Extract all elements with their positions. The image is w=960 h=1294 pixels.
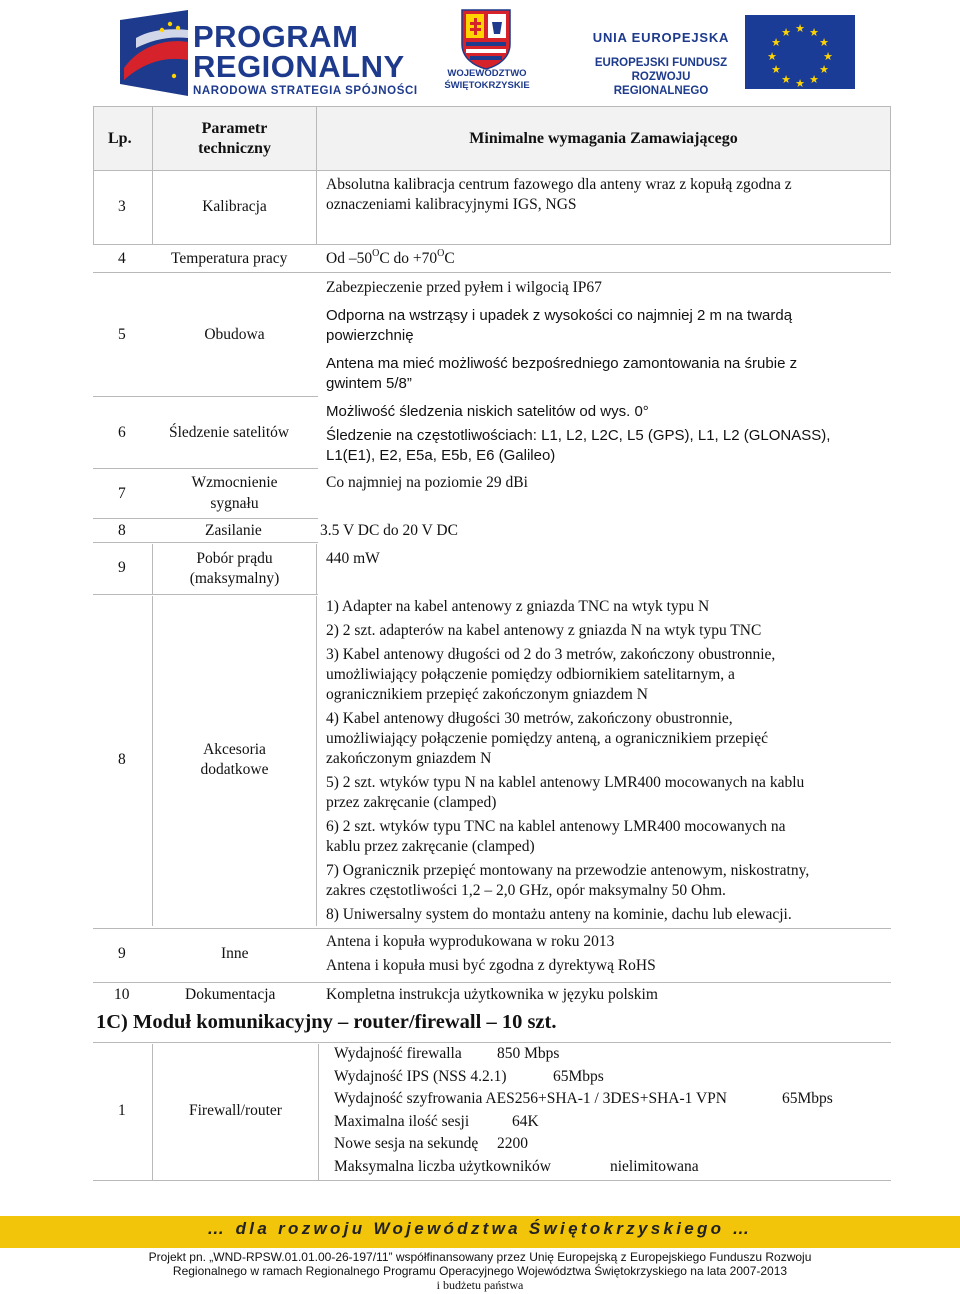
row9-param-line2: (maksymalny): [189, 570, 280, 587]
accessory-line: umożliwiający połączenie pomiędzy odbiornikiem satelitarnym, a: [326, 666, 735, 683]
row6-param: Śledzenie satelitów: [169, 424, 290, 441]
row5-req1: Zabezpieczenie przed pyłem i wilgocią IP67: [326, 279, 602, 296]
row8-param: Zasilanie: [205, 522, 262, 539]
footer-line2: Regionalnego w ramach Regionalnego Programu Operacyjnego Województwa Świętokrzyskiego na lata 2007-2013: [172, 1264, 788, 1278]
row7-num: 7: [118, 485, 126, 502]
row5-req2-line1: Odporna na wstrząsy i upadek z wysokości co najmniej 2 m na twardą: [326, 307, 793, 324]
row5-req3-line2: gwintem 5/8”: [326, 375, 412, 392]
row10-num: 10: [114, 986, 130, 1003]
row6-req2-line2: L1(E1), E2, E5a, E5b, E6 (Galileo): [326, 447, 556, 464]
accessory-line: 3) Kabel antenowy długości od 2 do 3 metrów, zakończony obustronnie,: [326, 646, 776, 663]
accessory-line: 8) Uniwersalny system do montażu anteny na kominie, dachu lub elewacji.: [326, 906, 792, 923]
spec-label: Wydajność szyfrowania AES256+SHA-1 / 3DES+SHA-1 VPN: [334, 1090, 727, 1107]
program-line1: PROGRAM: [193, 19, 359, 54]
row10-param: Dokumentacja: [185, 986, 276, 1003]
accessory-line: 5) 2 szt. wtyków typu N na kablel antenowy LMR400 mocowanych na kablu: [326, 774, 805, 791]
svg-text:★: ★: [819, 63, 829, 76]
program-line2: REGIONALNY: [193, 49, 405, 84]
footer-line1: Projekt pn. „WND-RPSW.01.01.00-26-197/11” współfinansowany przez Unię Europejską z Europejskiego Funduszu Rozwoju: [148, 1250, 812, 1264]
row8b-param-line1: Akcesoria: [203, 741, 266, 758]
accessory-line: kablu przez zakręcanie (clamped): [326, 838, 535, 855]
section1c-num: 1: [118, 1102, 126, 1119]
row9b-param: Inne: [221, 945, 249, 962]
eu-line1: UNIA EUROPEJSKA: [592, 30, 730, 45]
page-header: [0, 0, 960, 105]
row5-num: 5: [118, 326, 126, 343]
voivodeship-line2: ŚWIĘTOKRZYSKIE: [444, 80, 530, 91]
spec-value: 65Mbps: [553, 1068, 604, 1085]
eu-line2: EUROPEJSKI FUNDUSZ: [594, 57, 728, 69]
svg-text:★: ★: [771, 36, 781, 49]
row8b-num: 8: [118, 751, 126, 768]
accessory-line: 2) 2 szt. adapterów na kabel antenowy z gniazda N na wtyk typu TNC: [326, 622, 762, 639]
row8b-param-line2: dodatkowe: [200, 761, 269, 778]
row7-param-line2: sygnału: [210, 495, 259, 512]
row6-req2-line1: Śledzenie na częstotliwościach: L1, L2, L2C, L5 (GPS), L1, L2 (GLONASS),: [326, 427, 831, 444]
voivodeship-line1: WOJEWÓDZTWO: [447, 68, 527, 79]
row9-param-line1: Pobór prądu: [196, 550, 273, 567]
col-header-parameter-line1: Parametr: [201, 120, 268, 137]
row8-num: 8: [118, 522, 126, 539]
spec-label: Nowe sesja na sekundę: [334, 1135, 479, 1152]
row7-param-line1: Wzmocnienie: [191, 474, 278, 491]
col-header-requirements: Minimalne wymagania Zamawiającego: [469, 130, 738, 147]
svg-text:★: ★: [795, 22, 805, 35]
row3-param: Kalibracja: [202, 198, 267, 215]
footer-line3: i budżetu państwa: [436, 1278, 524, 1292]
spec-label: Wydajność firewalla: [334, 1045, 462, 1062]
svg-text:★: ★: [781, 26, 791, 39]
row3-req-line2: oznaczeniami kalibracyjnymi IGS, NGS: [326, 196, 577, 213]
row4-req: Od $-50^OC$ do $+70^OC$: [326, 248, 455, 267]
program-line3: NARODOWA STRATEGIA SPÓJNOŚCI: [193, 85, 418, 97]
row7-req: Co najmniej na poziomie 29 dBi: [326, 474, 528, 491]
accessory-line: 4) Kabel antenowy długości 30 metrów, zakończony obustronnie,: [326, 710, 733, 727]
eu-wordmark: [588, 30, 734, 98]
svg-text:★: ★: [767, 50, 777, 63]
svg-text:★: ★: [771, 63, 781, 76]
row3-num: 3: [118, 198, 126, 215]
spec-value: nielimitowana: [610, 1158, 699, 1175]
section-1c-title: 1C) Moduł komunikacyjny – router/firewall – 10 szt.: [96, 1011, 557, 1033]
row6-req1: Możliwość śledzenia niskich satelitów od wys. 0°: [326, 403, 649, 420]
row4-num: 4: [118, 250, 126, 267]
program-regionalny-wordmark: [193, 19, 418, 98]
spec-label: Maximalna ilość sesji: [334, 1113, 470, 1130]
spec-value: 2200: [497, 1135, 528, 1152]
accessory-line: przez zakręcanie (clamped): [326, 794, 497, 811]
swietokrzyskie-crest-icon: [460, 8, 512, 70]
row5-param: Obudowa: [204, 326, 265, 343]
accessory-line: zakończonym gniazdem N: [326, 750, 492, 767]
spec-value: 65Mbps: [782, 1090, 833, 1107]
row5-req3-line1: Antena ma mieć możliwość bezpośredniego zamontowania na śrubie z: [326, 355, 798, 372]
accessory-line: 6) 2 szt. wtyków typu TNC na kablel antenowy LMR400 mocowanych na: [326, 818, 786, 835]
row9b-req2: Antena i kopuła musi być zgodna z dyrektywą RoHS: [326, 957, 656, 974]
row9b-req1: Antena i kopuła wyprodukowana w roku 2013: [326, 933, 615, 950]
svg-text:★: ★: [795, 77, 805, 89]
footer-slogan: … dla rozwoju Województwa Świętokrzyskiego …: [207, 1219, 753, 1238]
col-header-parameter-line2: techniczny: [198, 140, 271, 157]
svg-text:★: ★: [809, 73, 819, 86]
row8-req: 3.5 V DC do 20 V DC: [320, 522, 458, 539]
spec-value: 64K: [512, 1113, 539, 1130]
row3-req-line1: Absolutna kalibracja centrum fazowego dla anteny wraz z kopułą zgodna z: [326, 176, 792, 193]
svg-text:★: ★: [781, 73, 791, 86]
voivodeship-wordmark: [432, 68, 542, 92]
row9-num: 9: [118, 559, 126, 576]
eu-flag-icon: [745, 15, 855, 89]
accessory-line: 7) Ogranicznik przepięć montowany na przewodzie antenowym, niskostratny,: [326, 862, 810, 879]
svg-text:★: ★: [809, 26, 819, 39]
accessory-line: ogranicznikiem przepięć zakończonym gniazdem N: [326, 686, 648, 703]
spec-label: Maksymalna liczba użytkowników: [334, 1158, 551, 1175]
row4-param: Temperatura pracy: [171, 250, 288, 267]
row5-req2-line2: powierzchnię: [326, 327, 414, 344]
accessory-line: umożliwiający połączenie pomiędzy anteną, a ogranicznikiem przepięć: [326, 730, 768, 747]
spec-label: Wydajność IPS (NSS 4.2.1): [334, 1068, 507, 1085]
section1c-param: Firewall/router: [189, 1102, 282, 1119]
row9b-num: 9: [118, 945, 126, 962]
accessory-line: zakres częstotliwości 1,2 – 2,0 GHz, opór maksymalny 50 Ohm.: [326, 882, 726, 899]
svg-text:★: ★: [823, 50, 833, 63]
accessory-line: 1) Adapter na kabel antenowy z gniazda TNC na wtyk typu N: [326, 598, 710, 615]
row6-num: 6: [118, 424, 126, 441]
svg-text:★: ★: [819, 36, 829, 49]
spec-value: 850 Mbps: [497, 1045, 560, 1062]
row9-req: 440 mW: [326, 550, 380, 567]
col-header-lp: Lp.: [108, 130, 132, 147]
row10-req: Kompletna instrukcja użytkownika w języku polskim: [326, 986, 658, 1003]
eu-line3: ROZWOJU REGIONALNEGO: [613, 71, 709, 97]
